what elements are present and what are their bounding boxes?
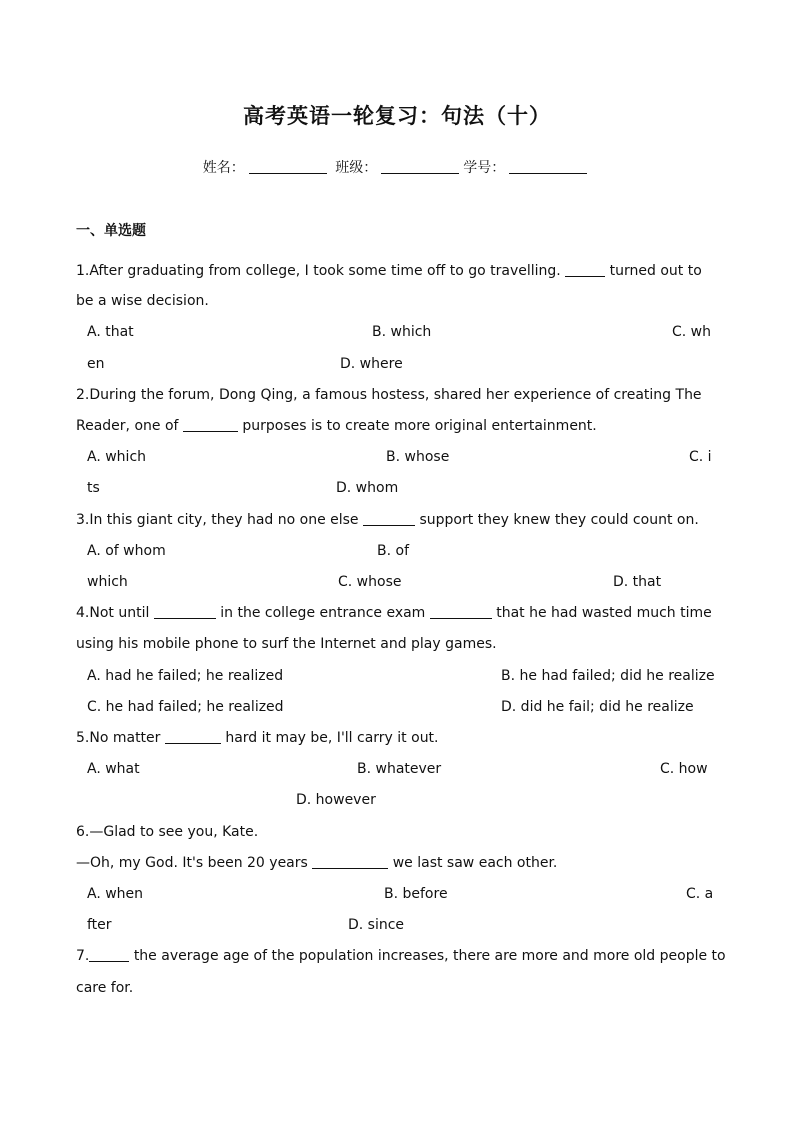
option-b[interactable]: B. whatever — [357, 761, 442, 777]
option-d[interactable]: D. did he fail; did he realize — [501, 699, 694, 715]
option-a[interactable]: A. when — [87, 886, 144, 902]
page-title: 高考英语一轮复习：句法（十） — [243, 103, 551, 128]
question-1-line-2: be a wise decision. — [76, 293, 209, 309]
class-label: 班级： — [335, 160, 378, 176]
option-a[interactable]: A. that — [87, 324, 134, 340]
question-7-line-1: 7. the average age of the population increases, there are more and more old people to — [76, 948, 726, 964]
option-c-continued[interactable]: ts — [87, 480, 100, 496]
option-c[interactable]: C. a — [686, 886, 714, 902]
option-b[interactable]: B. of — [377, 543, 409, 559]
student-info-line — [0, 157, 794, 177]
option-a[interactable]: A. had he failed; he realized — [87, 668, 284, 684]
answer-blank[interactable] — [363, 511, 415, 526]
option-c[interactable]: C. he had failed; he realized — [87, 699, 284, 715]
option-d[interactable]: D. whom — [336, 480, 399, 496]
option-b[interactable]: B. before — [384, 886, 448, 902]
option-c[interactable]: C. whose — [338, 574, 402, 590]
question-4-line-1: 4.Not until in the college entrance exam that he had wasted much time — [76, 605, 712, 621]
class-blank[interactable] — [381, 159, 459, 174]
option-d[interactable]: D. where — [340, 356, 403, 372]
option-a[interactable]: A. what — [87, 761, 140, 777]
option-b-continued[interactable]: which — [87, 574, 128, 590]
question-5-line-1: 5.No matter hard it may be, I'll carry it out. — [76, 730, 439, 746]
question-6-line-2: —Oh, my God. It's been 20 years we last saw each other. — [76, 855, 558, 871]
section-heading: 一、单选题 — [76, 223, 146, 239]
option-c-continued[interactable]: en — [87, 356, 105, 372]
question-2-line-1: 2.During the forum, Dong Qing, a famous hostess, shared her experience of creating The — [76, 387, 702, 403]
question-4-line-2: using his mobile phone to surf the Internet and play games. — [76, 636, 497, 652]
option-c[interactable]: C. wh — [672, 324, 711, 340]
option-b[interactable]: B. which — [372, 324, 432, 340]
answer-blank[interactable] — [430, 604, 492, 619]
name-blank[interactable] — [249, 159, 327, 174]
answer-blank[interactable] — [565, 262, 605, 277]
number-blank[interactable] — [509, 159, 587, 174]
answer-blank[interactable] — [89, 947, 129, 962]
option-a[interactable]: A. of whom — [87, 543, 166, 559]
question-6-line-1: 6.—Glad to see you, Kate. — [76, 824, 259, 840]
question-1-line-1: 1.After graduating from college, I took some time off to go travelling. turned out to — [76, 263, 702, 279]
answer-blank[interactable] — [312, 854, 388, 869]
option-c[interactable]: C. how — [660, 761, 708, 777]
option-d[interactable]: D. however — [296, 792, 376, 808]
answer-blank[interactable] — [183, 417, 238, 432]
option-d[interactable]: D. since — [348, 917, 405, 933]
question-7-line-2: care for. — [76, 980, 134, 996]
option-d[interactable]: D. that — [613, 574, 662, 590]
option-c[interactable]: C. i — [689, 449, 712, 465]
number-label: 学号： — [463, 160, 506, 176]
answer-blank[interactable] — [165, 729, 221, 744]
name-label: 姓名： — [202, 160, 245, 176]
question-3-line-1: 3.In this giant city, they had no one else support they knew they could count on. — [76, 512, 699, 528]
answer-blank[interactable] — [154, 604, 216, 619]
option-b[interactable]: B. whose — [386, 449, 450, 465]
option-b[interactable]: B. he had failed; did he realize — [501, 668, 715, 684]
option-a[interactable]: A. which — [87, 449, 147, 465]
option-c-continued[interactable]: fter — [87, 917, 112, 933]
question-2-line-2: Reader, one of purposes is to create more original entertainment. — [76, 418, 597, 434]
